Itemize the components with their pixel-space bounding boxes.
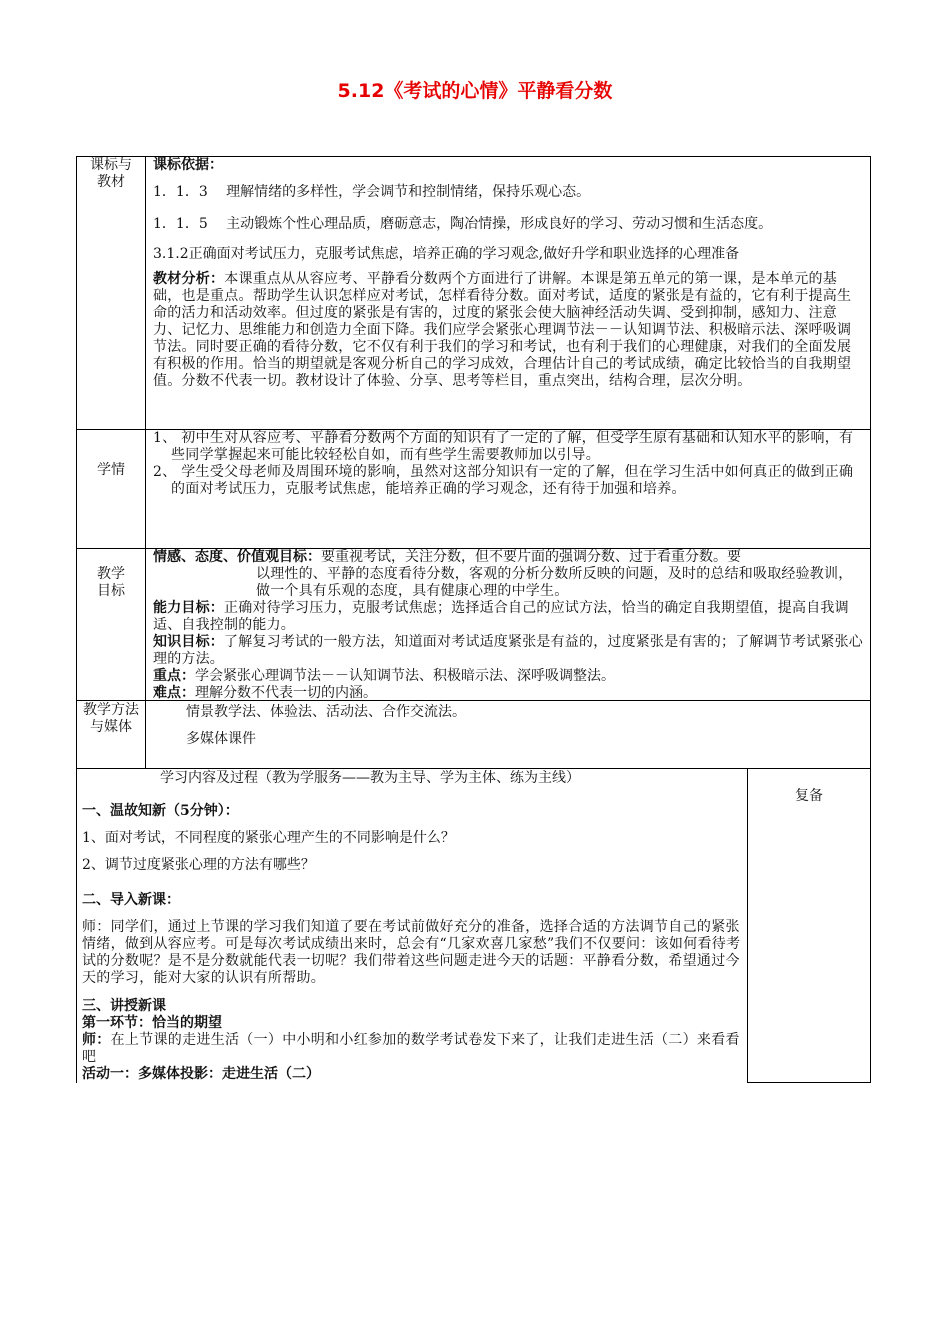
label-curriculum: 课标与教材 (90, 157, 132, 190)
table-border-left (76, 156, 77, 1083)
link1-heading: 第一环节：恰当的期望 (82, 1015, 222, 1031)
label-column-divider (145, 156, 146, 768)
teacher-text: 在上节课的走进生活（一）中小明和小红参加的数学考试卷发下来了，让我们走进生活（二）来看看吧 (82, 1032, 740, 1065)
teacher-line (82, 1032, 742, 1066)
knowledge-text: 了解复习考试的一般方法，知道面对考试适度紧张是有益的，过度紧张是有害的；了解调节考试紧张心理的方法。 (153, 634, 863, 667)
methods-content (186, 704, 856, 748)
emotion-text-rest: 以理性的、平静的态度看待分数，客观的分析分数所反映的问题，及时的总结和吸取经验教训，做一个具有乐观的态度，具有健康心理的中学生。 (256, 566, 853, 599)
basis-item: 1．1．3 理解情绪的多样性，学会调节和控制情绪，保持乐观心态。 (153, 184, 591, 200)
row-divider-4 (76, 768, 871, 769)
activity-heading: 活动一：多媒体投影：走进生活（二） (82, 1066, 320, 1082)
knowledge-goal (153, 634, 864, 668)
part2-text: 师：同学们，通过上节课的学习我们知道了要在考试前做好充分的准备，选择合适的方法调节自己的紧张情绪，做到从容应考。可是每次考试成绩出来时，总会有“几家欢喜几家愁”我们不仅要问：该如何看待考试的分数呢？是不是分数就能代表一切呢？我们带着这些问题走进今天的话题：平静看分数，希望通过今天的学习，能对大家的认识有所帮助。 (82, 919, 741, 986)
teacher-prefix: 师： (82, 1032, 111, 1048)
analysis-heading: 教材分析： (153, 271, 225, 287)
review-question: 1、面对考试，不同程度的紧张心理产生的不同影响是什么？ (82, 830, 455, 846)
emotion-goal (153, 549, 864, 566)
part3-heading: 三、讲授新课 (82, 998, 166, 1014)
table-border-bottom (747, 1082, 871, 1083)
part1-heading: 一、温故知新（5分钟）： (82, 803, 239, 819)
methods-text: 情景教学法、体验法、活动法、合作交流法。 (186, 704, 466, 720)
label-methods: 教学方法与媒体 (83, 702, 139, 735)
goals-content (153, 549, 864, 702)
curriculum-content (153, 157, 864, 390)
learner-item: 1、 初中生对从容应考、平静看分数两个方面的知识有了一定的了解，但受学生原有基础和认知水平的影响，有些同学掌握起来可能比较轻松自如，而有些学生需要教师加以引导。 (153, 430, 854, 463)
basis-item: 3.1.2正确面对考试压力，克服考试焦虑，培养正确的学习观念,做好升学和职业选择的心理准备 (153, 246, 740, 262)
difficulty-point (153, 685, 864, 702)
review-column-divider (747, 768, 748, 1083)
knowledge-heading: 知识目标： (153, 634, 224, 650)
review-question: 2、调节过度紧张心理的方法有哪些？ (82, 857, 315, 873)
process-content (82, 770, 742, 1083)
difficulty-text: 理解分数不代表一切的内涵。 (195, 685, 377, 701)
media-text: 多媒体课件 (186, 731, 256, 747)
basis-item: 1．1．5 主动锻炼个性心理品质，磨砺意志，陶冶情操，形成良好的学习、劳动习惯和生活态度。 (153, 216, 773, 232)
emotion-text: 要重视考试，关注分数，但不要片面的强调分数、过于看重分数。要 (321, 549, 741, 565)
ability-goal (153, 600, 864, 634)
analysis-text: 本课重点从从容应考、平静看分数两个方面进行了讲解。本课是第五单元的第一课，是本单元的基础，也是重点。帮助学生认识怎样应对考试，怎样看待分数。面对考试，适度的紧张是有益的，它有利于提高生命的活力和活动效率。但过度的紧张是有害的，过度的紧张会使大脑神经活动失调、受到抑制，感知力、注意力、记忆力、思维能力和创造力全面下降。我们应学会紧张心理调节法－－认知调节法、积极暗示法、深呼吸调节法。同时要正确的看待分数，它不仅有利于我们的学习和考试，也有利于我们的心理健康，对我们的全面发展有积极的作用。恰当的期望就是客观分析自己的学习成效，合理估计自己的考试成绩，确定比较恰当的自我期望值。分数不代表一切。教材设计了体验、分享、思考等栏目，重点突出，结构合理，层次分明。 (153, 271, 852, 389)
difficulty-heading: 难点： (153, 685, 195, 701)
label-learner: 学情 (97, 462, 125, 478)
basis-heading: 课标依据： (153, 157, 223, 173)
material-analysis (153, 271, 864, 390)
learner-content (153, 430, 864, 498)
key-text: 学会紧张心理调节法－－认知调节法、积极暗示法、深呼吸调整法。 (195, 668, 615, 684)
table-border-right (870, 156, 871, 1083)
ability-text: 正确对待学习压力，克服考试焦虑；选择适合自己的应试方法，恰当的确定自我期望值，提高自我调适、自我控制的能力。 (153, 600, 849, 633)
learner-item: 2、 学生受父母老师及周围环境的影响，虽然对这部分知识有一定的了解，但在学习生活中如何真正的做到正确的面对考试压力，克服考试焦虑，能培养正确的学习观念，还有待于加强和培养。 (153, 464, 854, 497)
review-label: 复备 (795, 788, 823, 804)
key-point (153, 668, 864, 685)
part2-heading: 二、导入新课： (82, 892, 180, 908)
key-heading: 重点： (153, 668, 195, 684)
process-header: 学习内容及过程（教为学服务——教为主导、学为主体、练为主线） (160, 770, 580, 786)
emotion-heading: 情感、态度、价值观目标： (153, 549, 321, 565)
page-title: 5.12《考试的心情》平静看分数 (337, 80, 613, 102)
ability-heading: 能力目标： (153, 600, 224, 616)
label-goals: 教学目标 (97, 566, 125, 599)
